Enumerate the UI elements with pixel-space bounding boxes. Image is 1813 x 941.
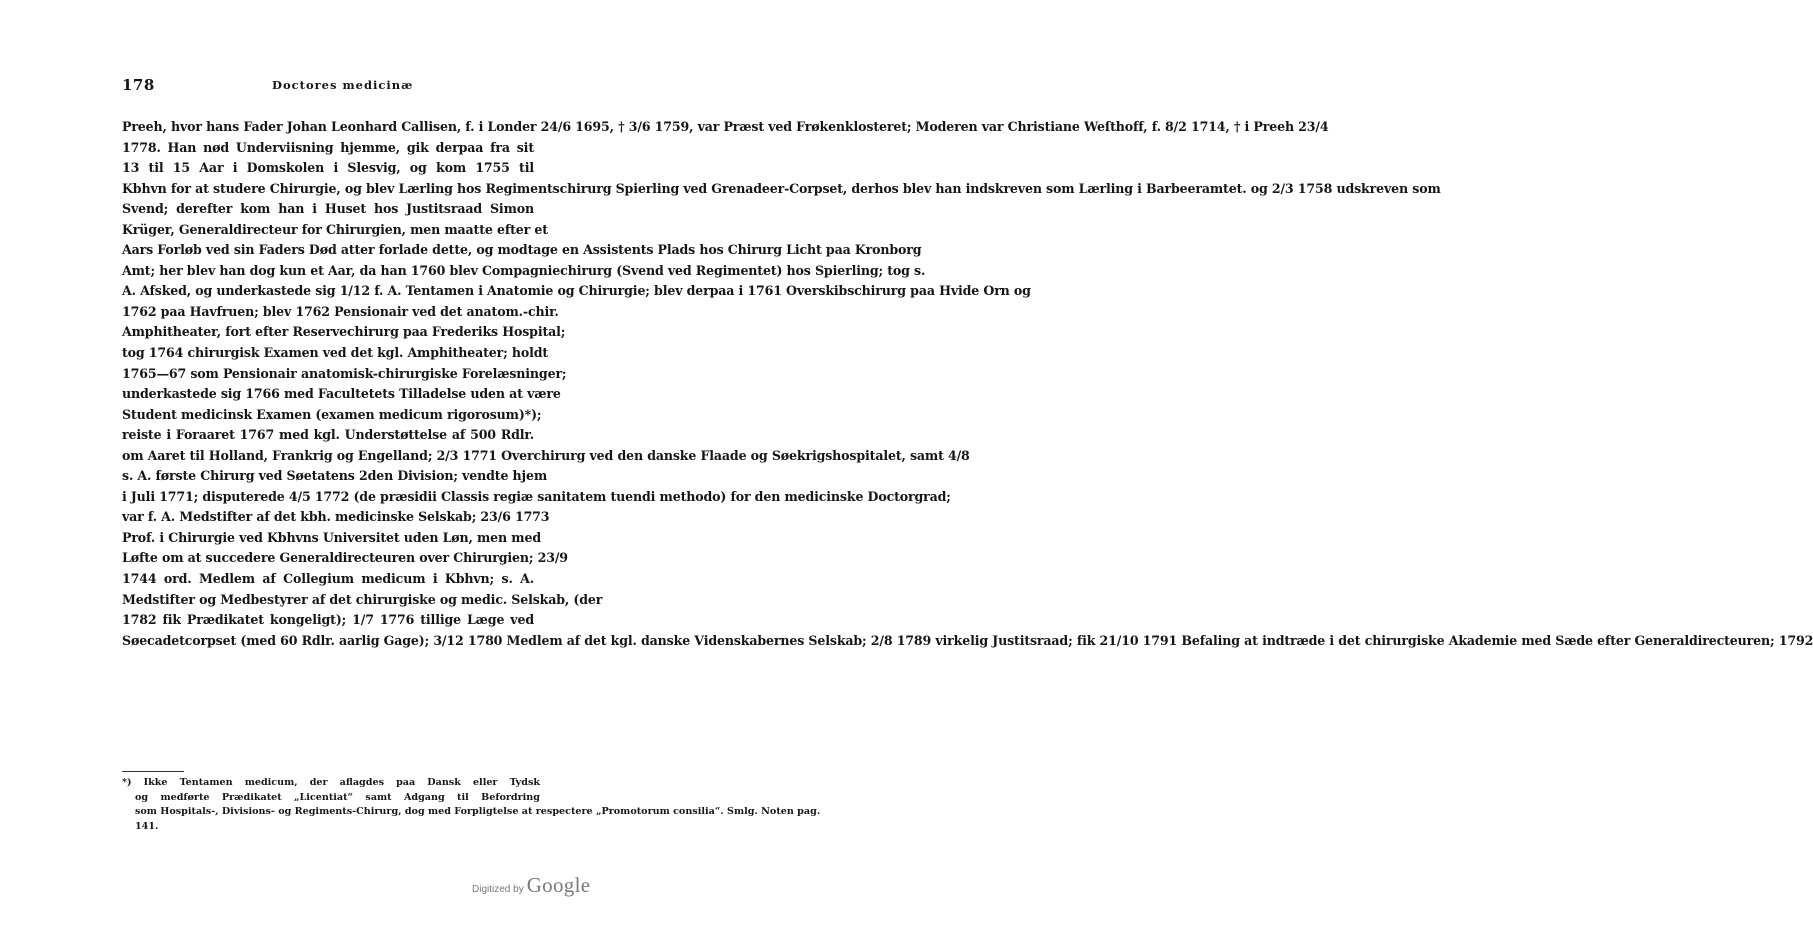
page-number: 178 (122, 76, 155, 94)
body-line: A. Afsked, og underkastede sig 1/12 f. A. Tentamen i Anatomie og Chirurgie; blev derpaa i 1761 Overskibschirurg paa Hvide Orn og (122, 283, 1031, 299)
body-line: Student medicinsk Examen (examen medicum rigorosum)*); (122, 406, 542, 422)
watermark-prefix: Digitized by (472, 884, 524, 895)
digitized-watermark (472, 873, 590, 897)
body-line: 1765—67 som Pensionair anatomisk-chirurgiske Forelæsninger; (122, 365, 567, 381)
body-line: Prof. i Chirurgie ved Kbhvns Universitet uden Løn, men med (122, 529, 541, 545)
body-line: Amt; her blev han dog kun et Aar, da han 1760 blev Compagniechirurg (Svend ved Regimentet) hos Spierling; tog s. (122, 262, 926, 278)
body-line: Medstifter og Medbestyrer af det chirurgiske og medic. Selskab, (der (122, 591, 603, 607)
footnote-line: og medførte Prædikatet „Licentiat“ samt Adgang til Befordring (135, 791, 540, 803)
body-line: 1782 fik Prædikatet kongeligt); 1/7 1776 tillige Læge ved (122, 612, 534, 628)
body-line: Svend; derefter kom han i Huset hos Justitsraad Simon (122, 201, 534, 217)
body-line: om Aaret til Holland, Frankrig og Engelland; 2/3 1771 Overchirurg ved den danske Flaade og Søekrigshospitalet, samt 4/8 (122, 447, 970, 463)
body-text (122, 117, 1813, 651)
body-line: tog 1764 chirurgisk Examen ved det kgl. Amphitheater; holdt (122, 345, 549, 361)
body-line: 1744 ord. Medlem af Collegium medicum i Kbhvn; s. A. (122, 571, 534, 587)
body-line: Løfte om at succedere Generaldirecteuren over Chirurgien; 23/9 (122, 550, 568, 566)
footnote-line: *) Ikke Tentamen medicum, der aflagdes paa Dansk eller Tydsk (122, 777, 540, 788)
body-line: Amphitheater, fort efter Reservechirurg paa Frederiks Hospital; (122, 324, 566, 340)
footnote (122, 776, 821, 835)
google-logo: Google (526, 873, 591, 897)
body-line: i Juli 1771; disputerede 4/5 1772 (de præsidii Classis regiæ sanitatem tuendi methodo) for den medicinske Doctorgrad; (122, 488, 951, 504)
page-header (122, 76, 562, 98)
body-line: Kbhvn for at studere Chirurgie, og blev Lærling hos Regimentschirurg Spierling ved Grenadeer-Corpset, derhos blev han indskreven som Lærling i Barbeeramtet. og 2/3 1758 udskreven som (122, 180, 1441, 196)
body-line: 1778. Han nød Underviisning hjemme, gik derpaa fra sit (122, 139, 534, 155)
body-line: underkastede sig 1766 med Facultetets Tilladelse uden at være (122, 386, 561, 402)
body-line: s. A. første Chirurg ved Søetatens 2den Division; vendte hjem (122, 468, 548, 484)
body-line: Søecadetcorpset (med 60 Rdlr. aarlig Gage); 3/12 1780 Medlem af det kgl. danske Videnskabernes Selskab; 2/8 1789 virkelig Justitsraad; fik 21/10 1791 Befaling at indtræde i det chirurgiske Akademie med Sæde efter Generaldirecteuren; 1792 (122, 632, 1813, 648)
body-line: var f. A. Medstifter af det kbh. medicinske Selskab; 23/6 1773 (122, 509, 550, 525)
body-line: reiste i Foraaret 1767 med kgl. Understøttelse af 500 Rdlr. (122, 427, 534, 443)
running-title: Doctores medicinæ (272, 78, 414, 92)
footnote-line: som Hospitals-, Divisions- og Regiments-Chirurg, dog med Forpligtelse at respectere „Promotorum consilia“. Smlg. Noten pag. (135, 806, 821, 818)
footnote-rule (122, 771, 184, 772)
body-line: 1762 paa Havfruen; blev 1762 Pensionair ved det anatom.-chir. (122, 303, 559, 319)
body-line: Aars Forløb ved sin Faders Død atter forlade dette, og modtage en Assistents Plads hos Chirurg Licht paa Kronborg (122, 242, 922, 258)
body-line: Krüger, Generaldirecteur for Chirurgien, men maatte efter et (122, 221, 548, 237)
body-line: Preeh, hvor hans Fader Johan Leonhard Callisen, f. i Londer 24/6 1695, † 3/6 1759, var Præst ved Frøkenklosteret; Moderen var Christiane Weſthoff, f. 8/2 1714, † i Preeh 23/4 (122, 119, 1329, 134)
body-line: 13 til 15 Aar i Domskolen i Slesvig, og kom 1755 til (122, 160, 534, 176)
footnote-line: 141. (135, 821, 159, 833)
